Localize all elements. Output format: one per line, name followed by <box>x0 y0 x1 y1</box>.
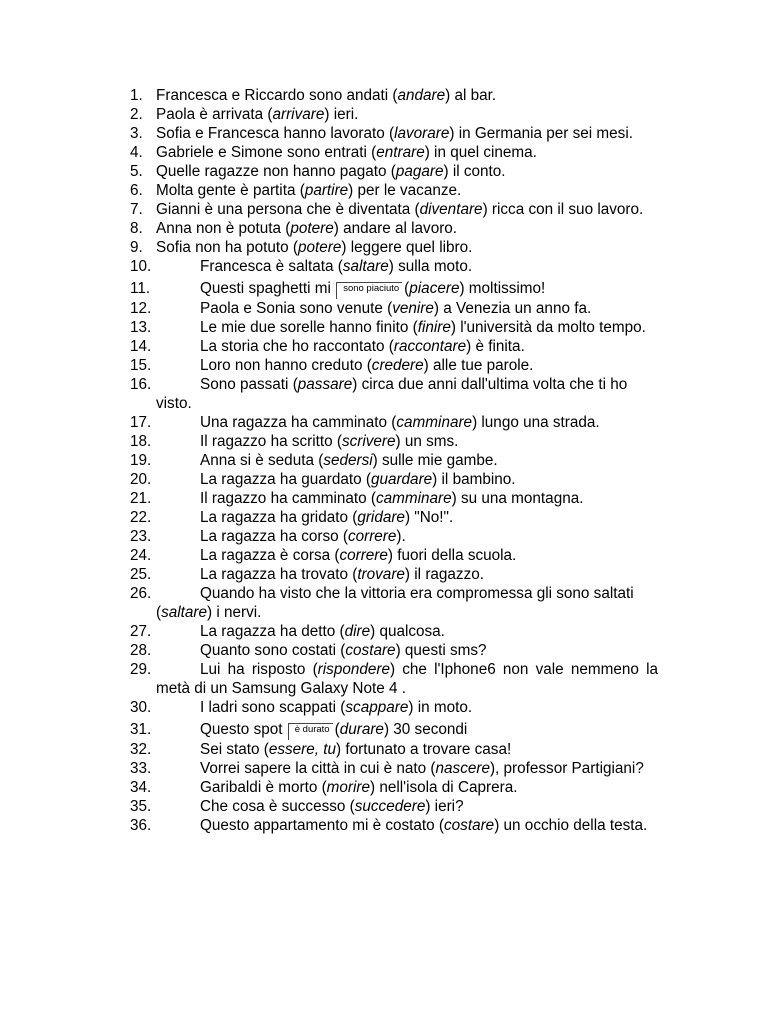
sentence-start: Paola è arrivata ( <box>156 106 273 123</box>
exercise-item <box>130 375 658 413</box>
item-number: 8. <box>130 220 143 237</box>
exercise-item <box>130 356 658 375</box>
item-number: 36. <box>130 817 152 834</box>
item-number: 15. <box>130 357 152 374</box>
infinitive-verb: sedersi <box>323 452 373 469</box>
exercise-item <box>130 470 658 489</box>
sentence-start: Molta gente è partita ( <box>156 182 305 199</box>
item-number: 22. <box>130 509 152 526</box>
sentence-end: ) al bar. <box>445 87 497 104</box>
infinitive-verb: succedere <box>354 798 426 815</box>
infinitive-verb: morire <box>326 779 371 796</box>
item-number: 16. <box>130 376 152 393</box>
sentence-start: Questo spot <box>200 721 287 738</box>
item-sentence <box>156 257 658 276</box>
infinitive-verb: saltare <box>161 604 208 621</box>
item-sentence: Questi spaghetti mi sono piaciuto (piacere) moltissimo! <box>200 280 546 297</box>
exercise-item <box>130 413 658 432</box>
sentence-start: La ragazza ha trovato ( <box>200 566 358 583</box>
sentence-end: ) il bambino. <box>432 471 516 488</box>
sentence-start: Sono passati ( <box>200 376 298 393</box>
item-number: 3. <box>130 125 143 142</box>
infinitive-verb: piacere <box>409 280 460 297</box>
sentence-end: ) alle tue parole. <box>423 357 534 374</box>
item-sentence <box>156 797 658 816</box>
item-sentence <box>156 356 658 375</box>
item-sentence <box>156 124 658 143</box>
item-number: 33. <box>130 760 152 777</box>
item-number: 32. <box>130 741 152 758</box>
infinitive-verb: essere, tu <box>268 741 337 758</box>
sentence-start: Paola e Sonia sono venute ( <box>200 300 393 317</box>
item-number: 27. <box>130 623 152 640</box>
item-number: 17. <box>130 414 152 431</box>
sentence-end: ) fuori della scuola. <box>387 547 517 564</box>
item-number: 10. <box>130 258 152 275</box>
exercise-item <box>130 86 658 105</box>
sentence-start: La ragazza ha guardato ( <box>200 471 371 488</box>
exercise-item <box>130 432 658 451</box>
item-sentence <box>156 660 658 698</box>
infinitive-verb: finire <box>417 319 451 336</box>
item-sentence <box>156 86 658 105</box>
infinitive-verb: scrivere <box>341 433 396 450</box>
item-number: 20. <box>130 471 152 488</box>
item-number: 13. <box>130 319 152 336</box>
exercise-item <box>130 238 658 257</box>
sentence-end: ) i nervi. <box>207 604 262 621</box>
item-sentence <box>156 238 658 257</box>
sentence-end: ) andare al lavoro. <box>333 220 458 237</box>
exercise-item <box>130 778 658 797</box>
item-number: 24. <box>130 547 152 564</box>
sentence-end: ) ricca con il suo lavoro. <box>482 201 644 218</box>
item-sentence <box>156 527 658 546</box>
exercise-item <box>130 660 658 698</box>
sentence-start: Una ragazza ha camminato ( <box>200 414 397 431</box>
infinitive-verb: potere <box>290 220 334 237</box>
sentence-start: Anna non è potuta ( <box>156 220 291 237</box>
exercise-item <box>130 740 658 759</box>
exercise-item <box>130 181 658 200</box>
infinitive-verb: camminare <box>396 414 473 431</box>
exercise-item <box>130 816 658 835</box>
exercise-item <box>130 527 658 546</box>
item-sentence <box>156 508 658 527</box>
infinitive-verb: costare <box>444 817 495 834</box>
sentence-start: Che cosa è successo ( <box>200 798 355 815</box>
infinitive-verb: correre <box>339 547 388 564</box>
exercise-item <box>130 641 658 660</box>
sentence-end: ) il ragazzo. <box>404 566 484 583</box>
infinitive-verb: saltare <box>342 258 389 275</box>
exercise-list <box>130 86 658 835</box>
infinitive-verb: nascere <box>435 760 490 777</box>
sentence-end: ) "No!". <box>404 509 454 526</box>
item-sentence <box>156 337 658 356</box>
item-sentence <box>156 489 658 508</box>
sentence-start: Questi spaghetti mi <box>200 280 336 297</box>
sentence-end: ) sulle mie gambe. <box>372 452 498 469</box>
sentence-end: ) circa due anni dall'ultima volta che ti ho visto. <box>156 376 628 412</box>
sentence-end: ) in quel cinema. <box>424 144 537 161</box>
sentence-start: Il ragazzo ha camminato ( <box>200 490 376 507</box>
exercise-item <box>130 698 658 717</box>
exercise-item <box>130 279 658 299</box>
exercise-item <box>130 105 658 124</box>
item-sentence <box>156 778 658 797</box>
item-number: 5. <box>130 163 143 180</box>
infinitive-verb: andare <box>397 87 446 104</box>
item-number: 26. <box>130 585 152 602</box>
item-number: 29. <box>130 661 152 678</box>
item-sentence <box>156 219 658 238</box>
exercise-item <box>130 143 658 162</box>
item-sentence <box>156 584 658 622</box>
sentence-start: La ragazza è corsa ( <box>200 547 340 564</box>
item-number: 1. <box>130 87 143 104</box>
sentence-start: I ladri sono scappati ( <box>200 699 346 716</box>
exercise-item <box>130 200 658 219</box>
sentence-start: Loro non hanno creduto ( <box>200 357 372 374</box>
exercise-item <box>130 162 658 181</box>
sentence-start: Quanto sono costati ( <box>200 642 346 659</box>
sentence-start: Francesca è saltata ( <box>200 258 343 275</box>
sentence-start: Sofia non ha potuto ( <box>156 239 299 256</box>
item-number: 7. <box>130 201 143 218</box>
answer-box[interactable]: sono piaciuto <box>336 282 402 299</box>
item-number: 30. <box>130 699 152 716</box>
item-number: 28. <box>130 642 152 659</box>
sentence-start: Il ragazzo ha scritto ( <box>200 433 342 450</box>
item-number: 31. <box>130 721 152 738</box>
sentence-start: Questo appartamento mi è costato ( <box>200 817 445 834</box>
exercise-item <box>130 318 658 337</box>
exercise-item <box>130 124 658 143</box>
item-number: 12. <box>130 300 152 317</box>
infinitive-verb: camminare <box>376 490 452 507</box>
sentence-end: ) leggere quel libro. <box>341 239 473 256</box>
sentence-start: Anna si è seduta ( <box>200 452 324 469</box>
infinitive-verb: gridare <box>357 509 405 526</box>
item-sentence <box>156 375 658 413</box>
sentence-start: Quando ha visto che la vittoria era compromessa gli sono saltati ( <box>156 585 634 621</box>
item-sentence <box>156 318 658 337</box>
exercise-item <box>130 584 658 622</box>
item-number: 19. <box>130 452 152 469</box>
exercise-item <box>130 565 658 584</box>
sentence-end: ) lungo una strada. <box>472 414 600 431</box>
infinitive-verb: partire <box>304 182 349 199</box>
exercise-item <box>130 546 658 565</box>
infinitive-verb: guardare <box>370 471 433 488</box>
item-number: 23. <box>130 528 152 545</box>
sentence-start: Sofia e Francesca hanno lavorato ( <box>156 125 395 142</box>
sentence-end: ) nell'isola di Caprera. <box>370 779 518 796</box>
infinitive-verb: venire <box>392 300 434 317</box>
item-sentence <box>156 565 658 584</box>
infinitive-verb: scappare <box>345 699 409 716</box>
infinitive-verb: passare <box>297 376 353 393</box>
item-sentence <box>156 759 658 778</box>
item-number: 6. <box>130 182 143 199</box>
exercise-item <box>130 797 658 816</box>
sentence-start: Francesca e Riccardo sono andati ( <box>156 87 398 104</box>
infinitive-verb: arrivare <box>272 106 325 123</box>
item-sentence <box>156 546 658 565</box>
sentence-end: ) sulla moto. <box>388 258 473 275</box>
sentence-start: Lui ha risposto ( <box>200 661 318 678</box>
item-sentence <box>156 740 658 759</box>
item-sentence <box>156 299 658 318</box>
sentence-start: La ragazza ha detto ( <box>200 623 345 640</box>
item-sentence <box>156 816 658 835</box>
exercise-item <box>130 759 658 778</box>
sentence-end: ) in moto. <box>408 699 473 716</box>
item-sentence <box>156 162 658 181</box>
sentence-end: ) un sms. <box>395 433 459 450</box>
sentence-start: Vorrei sapere la città in cui è nato ( <box>200 760 436 777</box>
item-number: 25. <box>130 566 152 583</box>
sentence-end: ) ieri? <box>425 798 464 815</box>
item-sentence <box>156 200 658 219</box>
exercise-item <box>130 622 658 641</box>
sentence-end: ) fortunato a trovare casa! <box>336 741 512 758</box>
sentence-end: ) qualcosa. <box>370 623 445 640</box>
item-sentence <box>156 451 658 470</box>
item-sentence <box>156 432 658 451</box>
infinitive-verb: durare <box>339 721 384 738</box>
item-sentence: Questo spot è durato (durare) 30 secondi <box>200 721 468 738</box>
exercise-item <box>130 451 658 470</box>
item-number: 14. <box>130 338 152 355</box>
infinitive-verb: dire <box>344 623 371 640</box>
sentence-end: ) in Germania per sei mesi. <box>449 125 633 142</box>
exercise-item <box>130 299 658 318</box>
item-sentence <box>156 622 658 641</box>
exercise-item <box>130 720 658 740</box>
infinitive-verb: correre <box>347 528 397 545</box>
sentence-end: ) è finita. <box>466 338 525 355</box>
sentence-start: Sei stato ( <box>200 741 269 758</box>
exercise-item <box>130 489 658 508</box>
item-number: 18. <box>130 433 152 450</box>
sentence-end: ) questi sms? <box>395 642 487 659</box>
infinitive-verb: rispondere <box>317 661 390 678</box>
exercise-item <box>130 257 658 276</box>
item-number: 4. <box>130 144 143 161</box>
item-sentence <box>156 181 658 200</box>
sentence-start: Le mie due sorelle hanno finito ( <box>200 319 418 336</box>
sentence-end: ) l'università da molto tempo. <box>450 319 646 336</box>
item-sentence <box>156 105 658 124</box>
item-number: 9. <box>130 239 143 256</box>
answer-box[interactable]: è durato <box>288 723 333 740</box>
sentence-start: Garibaldi è morto ( <box>200 779 327 796</box>
item-number: 11. <box>130 280 151 297</box>
sentence-end: ) moltissimo! <box>459 280 546 297</box>
sentence-end: ) 30 secondi <box>383 721 468 738</box>
item-number: 21. <box>130 490 152 507</box>
sentence-end: ) un occhio della testa. <box>494 817 648 834</box>
sentence-start: La ragazza ha gridato ( <box>200 509 358 526</box>
sentence-end: ) ieri. <box>324 106 359 123</box>
infinitive-verb: costare <box>345 642 396 659</box>
infinitive-verb: pagare <box>395 163 444 180</box>
infinitive-verb: entrare <box>376 144 425 161</box>
infinitive-verb: potere <box>298 239 342 256</box>
exercise-item <box>130 508 658 527</box>
infinitive-verb: diventare <box>419 201 483 218</box>
item-sentence <box>156 413 658 432</box>
infinitive-verb: credere <box>371 357 424 374</box>
infinitive-verb: trovare <box>357 566 405 583</box>
item-number: 34. <box>130 779 152 796</box>
sentence-start: Gabriele e Simone sono entrati ( <box>156 144 377 161</box>
infinitive-verb: lavorare <box>394 125 450 142</box>
sentence-end: ) che l'Iphone6 non vale nemmeno la metà di un Samsung Galaxy Note 4 . <box>156 661 658 697</box>
sentence-start: Gianni è una persona che è diventata ( <box>156 201 420 218</box>
item-number: 35. <box>130 798 152 815</box>
sentence-start: Quelle ragazze non hanno pagato ( <box>156 163 396 180</box>
sentence-end: ) il conto. <box>443 163 506 180</box>
item-sentence <box>156 470 658 489</box>
infinitive-verb: raccontare <box>393 338 467 355</box>
item-sentence <box>156 641 658 660</box>
sentence-end: ). <box>396 528 406 545</box>
exercise-item <box>130 337 658 356</box>
item-sentence <box>156 143 658 162</box>
item-sentence <box>156 698 658 717</box>
sentence-end: ) su una montagna. <box>451 490 584 507</box>
sentence-end: ) per le vacanze. <box>348 182 462 199</box>
sentence-start: La storia che ho raccontato ( <box>200 338 394 355</box>
sentence-start: La ragazza ha corso ( <box>200 528 348 545</box>
sentence-end: ), professor Partigiani? <box>489 760 644 777</box>
sentence-end: ) a Venezia un anno fa. <box>433 300 592 317</box>
exercise-item <box>130 219 658 238</box>
item-number: 2. <box>130 106 143 123</box>
